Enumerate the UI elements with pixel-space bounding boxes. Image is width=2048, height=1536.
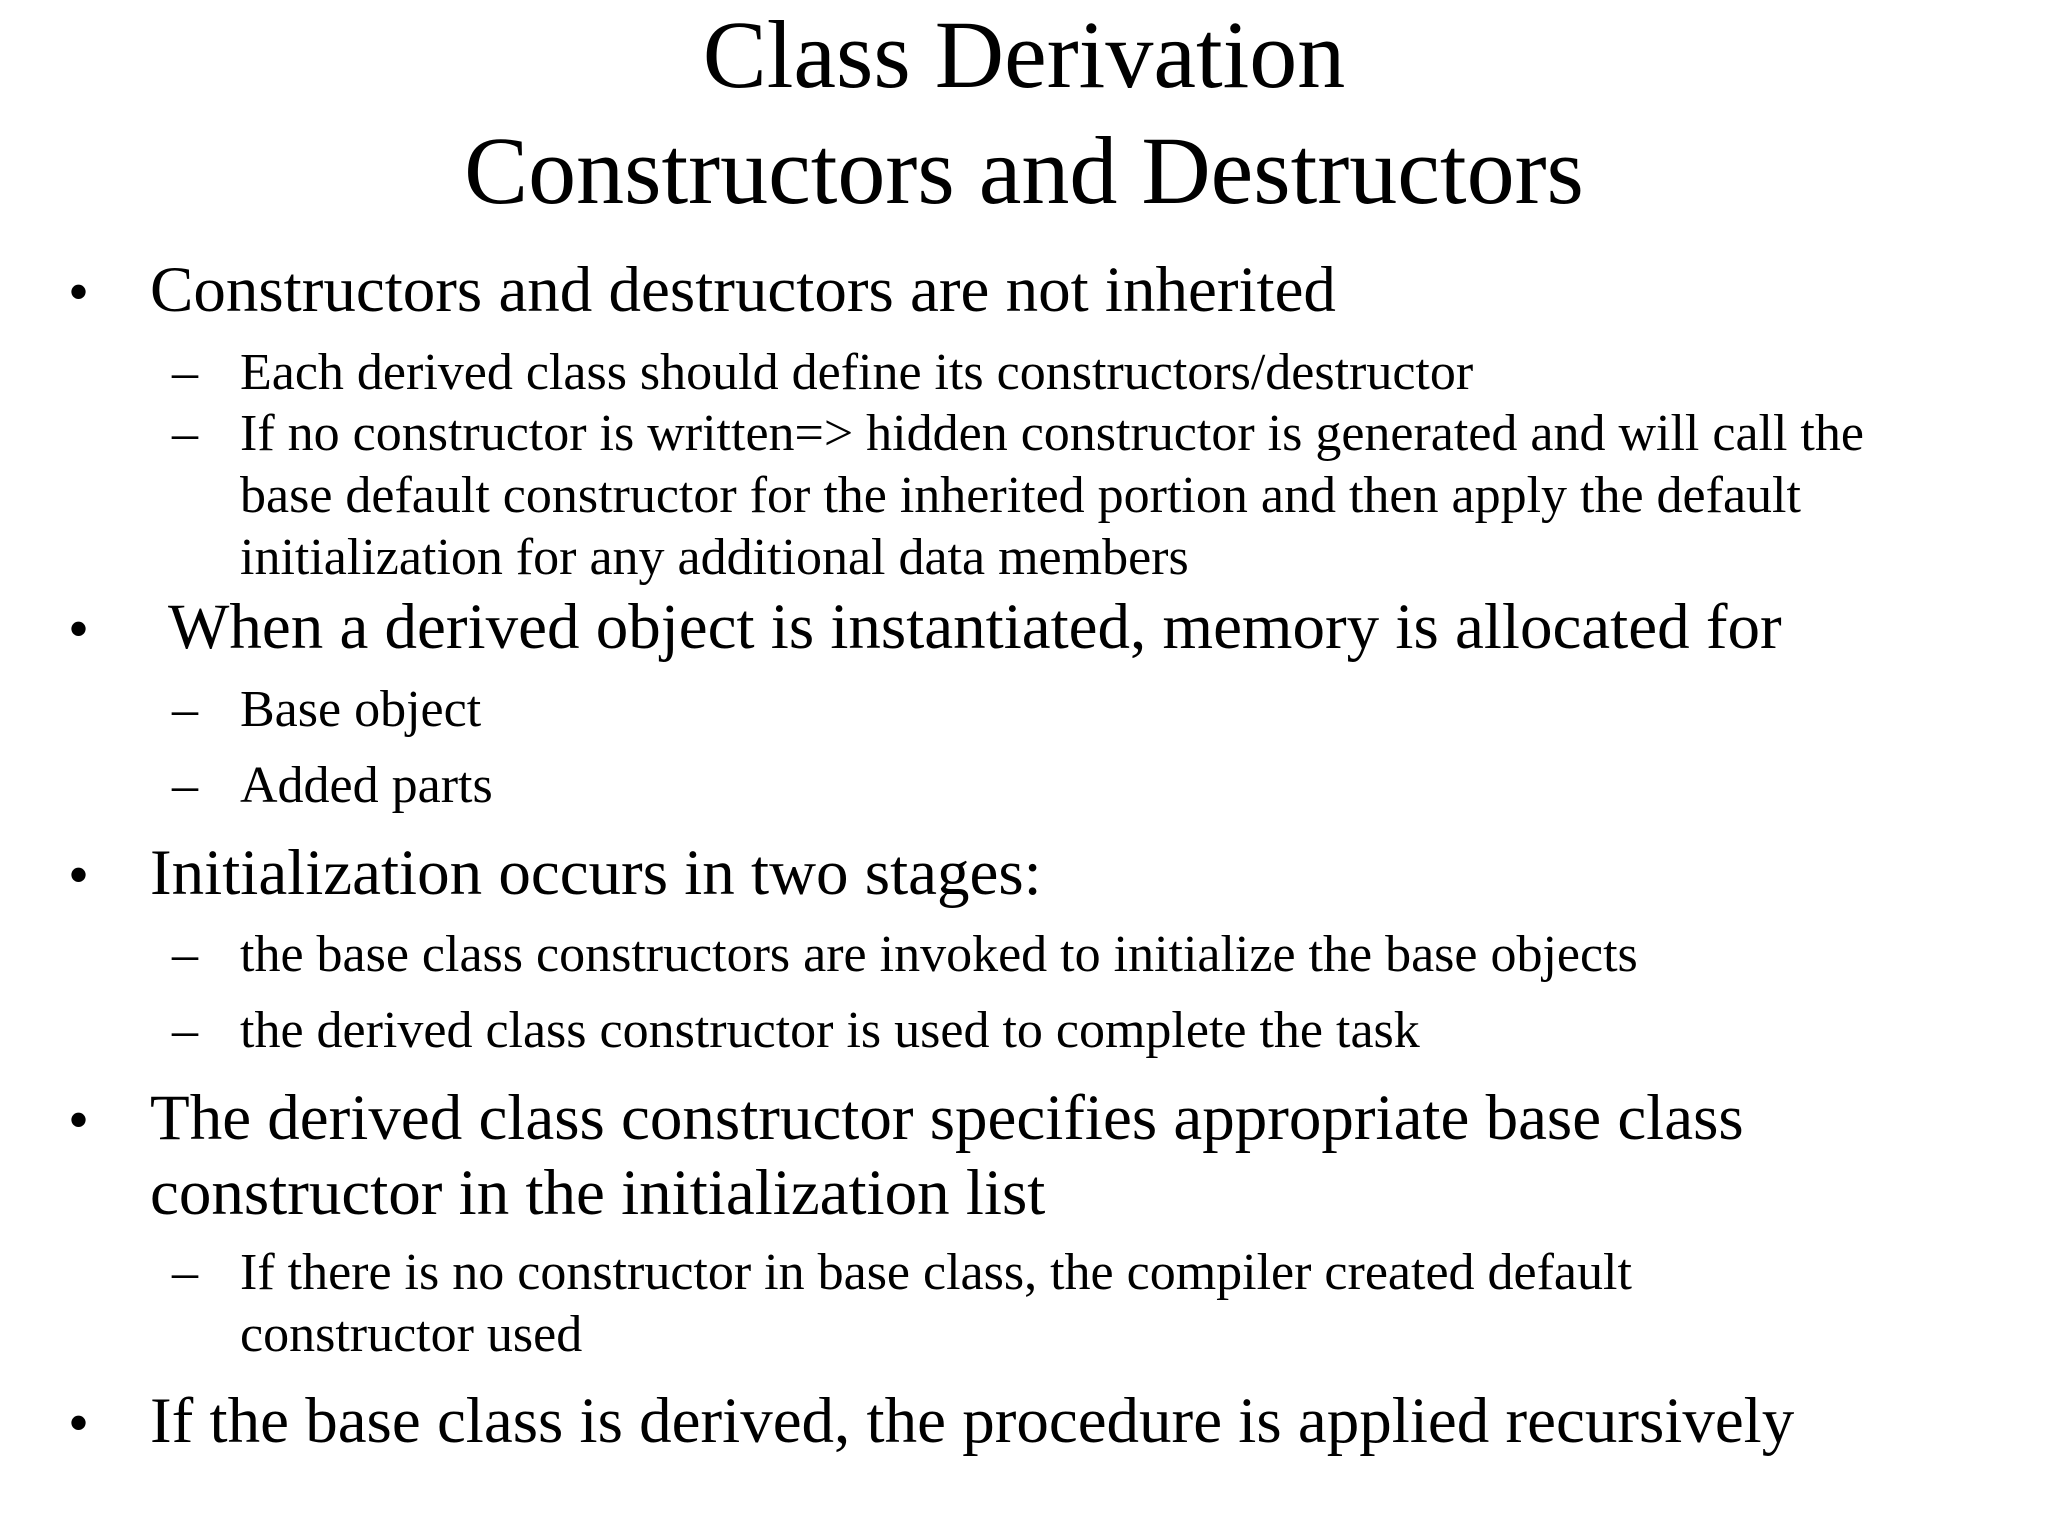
dash-marker: – xyxy=(172,1002,198,1059)
sub-bullet-text: Base object xyxy=(240,681,482,738)
bullet-marker: • xyxy=(68,1390,90,1456)
bullet-text: Constructors and destructors are not inherited xyxy=(150,254,1336,326)
dash-marker: – xyxy=(172,757,198,814)
dash-marker: – xyxy=(172,926,198,983)
sub-bullet-text: initialization for any additional data members xyxy=(240,529,1189,586)
bullet-marker: • xyxy=(68,1087,90,1153)
sub-bullet-text: base default constructor for the inherited portion and then apply the default xyxy=(240,467,1801,524)
dash-marker: – xyxy=(172,405,198,462)
sub-bullet-text: Added parts xyxy=(240,757,493,814)
bullet-marker: • xyxy=(68,842,90,908)
bullet-text: When a derived object is instantiated, memory is allocated for xyxy=(168,591,1782,663)
sub-bullet-text: If there is no constructor in base class, the compiler created default xyxy=(240,1244,1632,1301)
bullet-text: The derived class constructor specifies appropriate base class xyxy=(150,1082,1744,1154)
bullet-text: If the base class is derived, the procedure is applied recursively xyxy=(150,1385,1795,1457)
sub-bullet-text: Each derived class should define its constructors/destructor xyxy=(240,344,1474,401)
slide-title-line-2: Constructors and Destructors xyxy=(464,117,1584,224)
dash-marker: – xyxy=(172,681,198,738)
sub-bullet-text: the derived class constructor is used to complete the task xyxy=(240,1002,1420,1059)
bullet-marker: • xyxy=(68,596,90,662)
sub-bullet-text: the base class constructors are invoked to initialize the base objects xyxy=(240,926,1638,983)
bullet-marker: • xyxy=(68,259,90,325)
dash-marker: – xyxy=(172,1244,198,1301)
dash-marker: – xyxy=(172,344,198,401)
bullet-text: constructor in the initialization list xyxy=(150,1157,1046,1229)
bullet-text: Initialization occurs in two stages: xyxy=(150,837,1042,909)
slide-title-line-1: Class Derivation xyxy=(702,1,1346,108)
sub-bullet-text: If no constructor is written=> hidden constructor is generated and will call the xyxy=(240,405,1864,462)
sub-bullet-text: constructor used xyxy=(240,1306,583,1363)
